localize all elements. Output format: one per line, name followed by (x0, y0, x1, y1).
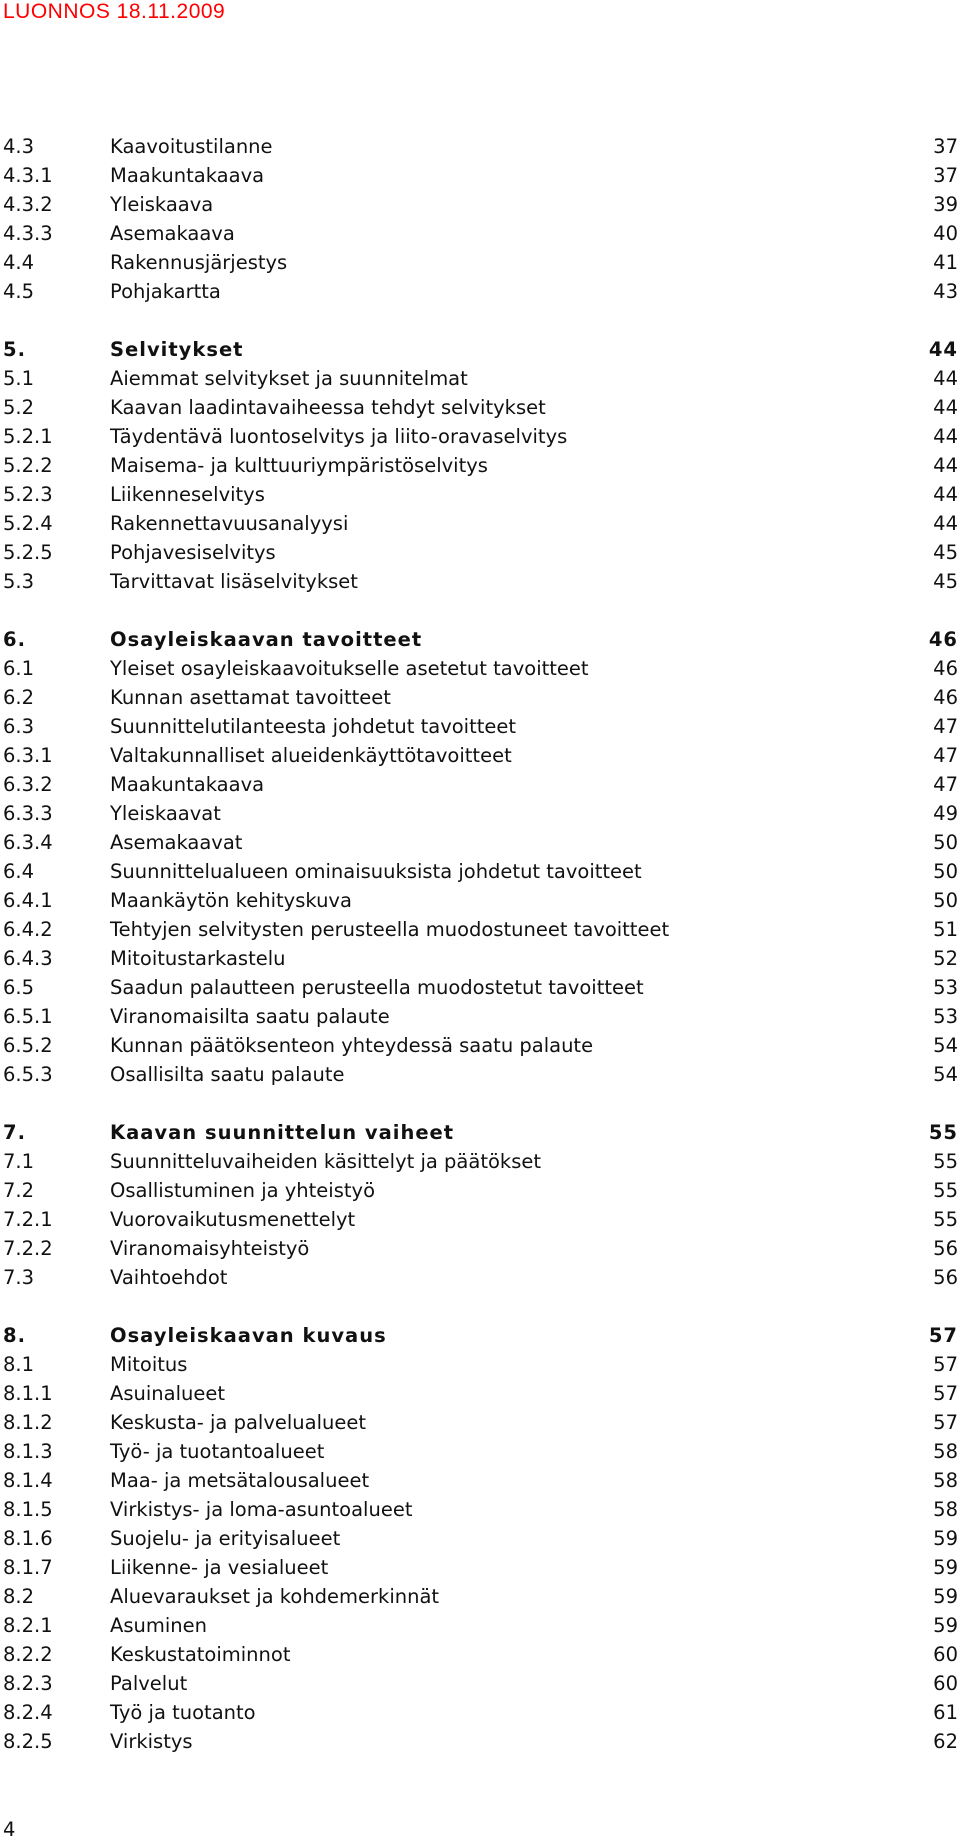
toc-row[interactable] (3, 393, 958, 422)
toc-page-number: 43 (933, 280, 958, 303)
toc-section-number: 8.1.7 (3, 1556, 53, 1579)
toc-row[interactable] (3, 538, 958, 567)
toc-row[interactable] (3, 1727, 958, 1756)
toc-row[interactable] (3, 1060, 958, 1089)
toc-section-title: Maa- ja metsätalousalueet (110, 1469, 370, 1492)
toc-row[interactable] (3, 886, 958, 915)
toc-row[interactable] (3, 1582, 958, 1611)
toc-section-title: Yleiskaavat (110, 802, 221, 825)
toc-page-number: 44 (928, 338, 958, 361)
toc-section-title: Saadun palautteen perusteella muodostetut tavoitteet (110, 976, 644, 999)
toc-section-number: 7.1 (3, 1150, 35, 1173)
toc-section-number: 6.4.3 (3, 947, 53, 970)
toc-page-number: 39 (933, 193, 958, 216)
toc-section-number: 8.1 (3, 1353, 35, 1376)
toc-section-number: 8.1.3 (3, 1440, 53, 1463)
toc-section-title: Kaavan suunnittelun vaiheet (110, 1121, 455, 1144)
toc-section-title: Maisema- ja kulttuuriympäristöselvitys (110, 454, 488, 477)
toc-page-number: 52 (933, 947, 958, 970)
toc-section-title: Asuinalueet (110, 1382, 226, 1405)
toc-row[interactable] (3, 654, 958, 683)
toc-page-number: 58 (933, 1440, 958, 1463)
toc-section-number: 7.2.2 (3, 1237, 53, 1260)
toc-section-number: 8.2.1 (3, 1614, 53, 1637)
toc-row[interactable] (3, 451, 958, 480)
toc-section-number: 6.3.1 (3, 744, 53, 767)
toc-section-title: Kaavan laadintavaiheessa tehdyt selvitykset (110, 396, 546, 419)
toc-page-number: 44 (933, 483, 958, 506)
toc-section-number: 5.2.5 (3, 541, 53, 564)
toc-row[interactable] (3, 828, 958, 857)
toc-section-number: 6.3 (3, 715, 35, 738)
toc-page-number: 55 (933, 1150, 958, 1173)
toc-section-title: Osallisilta saatu palaute (110, 1063, 345, 1086)
toc-section-title: Viranomaisyhteistyö (110, 1237, 310, 1260)
toc-section-title: Asuminen (110, 1614, 207, 1637)
toc-section-number: 8.1.1 (3, 1382, 53, 1405)
toc-page-number: 46 (933, 686, 958, 709)
toc-section-title: Suunnittelualueen ominaisuuksista johdetut tavoitteet (110, 860, 642, 883)
toc-row[interactable] (3, 1002, 958, 1031)
toc-page-number: 50 (933, 889, 958, 912)
toc-section-number: 6.1 (3, 657, 35, 680)
toc-row[interactable] (3, 1176, 958, 1205)
toc-page-number: 40 (933, 222, 958, 245)
toc-page-number: 44 (933, 425, 958, 448)
toc-section-number: 8.1.5 (3, 1498, 53, 1521)
toc-row[interactable] (3, 799, 958, 828)
toc-section-title: Osayleiskaavan kuvaus (110, 1324, 387, 1347)
toc-section-number: 4.3.2 (3, 193, 53, 216)
toc-row[interactable] (3, 944, 958, 973)
toc-section-title: Keskusta- ja palvelualueet (110, 1411, 367, 1434)
toc-page-number: 54 (933, 1063, 958, 1086)
toc-row[interactable] (3, 712, 958, 741)
toc-section-number: 8.1.2 (3, 1411, 53, 1434)
toc-section-title: Yleiset osayleiskaavoitukselle asetetut tavoitteet (110, 657, 589, 680)
toc-section-number: 8.2.3 (3, 1672, 53, 1695)
toc-section-number: 6.2 (3, 686, 35, 709)
toc-page-number: 41 (933, 251, 958, 274)
toc-page-number: 59 (933, 1556, 958, 1579)
toc-section-number: 6.5.1 (3, 1005, 53, 1028)
toc-section-title: Osallistuminen ja yhteistyö (110, 1179, 376, 1202)
toc-section-title: Pohjavesiselvitys (110, 541, 276, 564)
toc-section-number: 7.2 (3, 1179, 35, 1202)
toc-row[interactable] (3, 1031, 958, 1060)
toc-page-number: 53 (933, 976, 958, 999)
toc-page-number: 53 (933, 1005, 958, 1028)
toc-section-number: 6.4.2 (3, 918, 53, 941)
toc-page-number: 46 (933, 657, 958, 680)
toc-page-number: 58 (933, 1469, 958, 1492)
toc-section-title: Kunnan päätöksenteon yhteydessä saatu palaute (110, 1034, 594, 1057)
toc-section-number: 5.3 (3, 570, 35, 593)
toc-section-title: Maakuntakaava (110, 164, 265, 187)
toc-section-number: 6. (3, 628, 26, 651)
toc-section-number: 5.2.2 (3, 454, 53, 477)
toc-section-number: 7.2.1 (3, 1208, 53, 1231)
toc-section-number: 8.2.5 (3, 1730, 53, 1753)
toc-page-number: 45 (933, 541, 958, 564)
toc-page-number: 44 (933, 367, 958, 390)
toc-section-title: Viranomaisilta saatu palaute (110, 1005, 390, 1028)
toc-row[interactable] (3, 741, 958, 770)
toc-row[interactable] (3, 277, 958, 306)
toc-section-title: Virkistys- ja loma-asuntoalueet (110, 1498, 413, 1521)
toc-page-number: 44 (933, 512, 958, 535)
toc-page-number: 51 (933, 918, 958, 941)
toc-page-number: 55 (933, 1208, 958, 1231)
toc-row[interactable] (3, 1408, 958, 1437)
toc-row[interactable] (3, 422, 958, 451)
toc-section-title: Yleiskaava (110, 193, 214, 216)
toc-row[interactable] (3, 1698, 958, 1727)
toc-row[interactable] (3, 1466, 958, 1495)
toc-row[interactable] (3, 509, 958, 538)
toc-page-number: 45 (933, 570, 958, 593)
toc-page-number: 54 (933, 1034, 958, 1057)
toc-section-title: Selvitykset (110, 338, 244, 361)
toc-section-title: Vaihtoehdot (110, 1266, 228, 1289)
toc-section-title: Vuorovaikutusmenettelyt (110, 1208, 356, 1231)
toc-section-title: Mitoitustarkastelu (110, 947, 286, 970)
toc-row[interactable] (3, 190, 958, 219)
toc-section-title: Liikenneselvitys (110, 483, 265, 506)
toc-section-number: 7. (3, 1121, 26, 1144)
toc-page-number: 58 (933, 1498, 958, 1521)
toc-row[interactable] (3, 1524, 958, 1553)
toc-row[interactable] (3, 567, 958, 596)
table-of-contents (3, 132, 958, 1756)
toc-section-number: 4.5 (3, 280, 35, 303)
toc-section-number: 4.3.3 (3, 222, 53, 245)
toc-section-number: 8.1.4 (3, 1469, 53, 1492)
toc-section-title: Mitoitus (110, 1353, 188, 1376)
toc-page-number: 47 (933, 744, 958, 767)
toc-row[interactable] (3, 219, 958, 248)
toc-section-number: 8.2.2 (3, 1643, 53, 1666)
toc-row[interactable] (3, 857, 958, 886)
toc-page-number: 47 (933, 715, 958, 738)
toc-section-number: 6.5 (3, 976, 35, 999)
toc-page-number: 55 (928, 1121, 958, 1144)
toc-page-number: 59 (933, 1614, 958, 1637)
toc-row[interactable] (3, 1263, 958, 1292)
toc-row[interactable] (3, 1553, 958, 1582)
toc-section-number: 5.1 (3, 367, 35, 390)
toc-section-title: Virkistys (110, 1730, 193, 1753)
toc-row[interactable] (3, 1640, 958, 1669)
toc-page-number: 37 (933, 135, 958, 158)
toc-page-number: 44 (933, 454, 958, 477)
toc-section-number: 7.3 (3, 1266, 35, 1289)
toc-section-number: 6.3.2 (3, 773, 53, 796)
toc-section-number: 5.2 (3, 396, 35, 419)
toc-page-number: 57 (928, 1324, 958, 1347)
toc-row[interactable] (3, 683, 958, 712)
toc-row[interactable] (3, 1669, 958, 1698)
toc-row[interactable] (3, 770, 958, 799)
toc-row[interactable] (3, 973, 958, 1002)
toc-section-title: Rakennettavuusanalyysi (110, 512, 349, 535)
toc-row[interactable] (3, 1205, 958, 1234)
toc-page-number: 56 (933, 1266, 958, 1289)
toc-section-title: Tehtyjen selvitysten perusteella muodostuneet tavoitteet (110, 918, 670, 941)
toc-section-number: 5.2.3 (3, 483, 53, 506)
toc-section-number: 5.2.1 (3, 425, 53, 448)
toc-section-title: Aluevaraukset ja kohdemerkinnät (110, 1585, 440, 1608)
toc-page-number: 60 (933, 1672, 958, 1695)
toc-chapter-row[interactable] (3, 335, 958, 364)
toc-page-number: 57 (933, 1353, 958, 1376)
toc-page-number: 44 (933, 396, 958, 419)
toc-section-number: 6.5.2 (3, 1034, 53, 1057)
toc-row[interactable] (3, 132, 958, 161)
toc-section-title: Maakuntakaava (110, 773, 265, 796)
toc-row[interactable] (3, 1350, 958, 1379)
toc-row[interactable] (3, 1234, 958, 1263)
toc-page-number: 62 (933, 1730, 958, 1753)
toc-section-number: 4.3 (3, 135, 35, 158)
toc-row[interactable] (3, 480, 958, 509)
toc-section-number: 5. (3, 338, 26, 361)
toc-section-number: 5.2.4 (3, 512, 53, 535)
toc-row[interactable] (3, 1495, 958, 1524)
toc-page-number: 59 (933, 1527, 958, 1550)
toc-section-title: Palvelut (110, 1672, 188, 1695)
toc-section-number: 8.2 (3, 1585, 35, 1608)
toc-page-number: 57 (933, 1411, 958, 1434)
toc-row[interactable] (3, 1147, 958, 1176)
toc-row[interactable] (3, 364, 958, 393)
toc-page-number: 37 (933, 164, 958, 187)
draft-date-label: LUONNOS 18.11.2009 (3, 0, 226, 23)
toc-row[interactable] (3, 915, 958, 944)
toc-section-number: 8.1.6 (3, 1527, 53, 1550)
toc-section-title: Rakennusjärjestys (110, 251, 288, 274)
toc-section-title: Työ ja tuotanto (110, 1701, 256, 1724)
toc-page-number: 60 (933, 1643, 958, 1666)
toc-page-number: 50 (933, 860, 958, 883)
toc-section-title: Suojelu- ja erityisalueet (110, 1527, 341, 1550)
toc-page-number: 50 (933, 831, 958, 854)
toc-section-title: Pohjakartta (110, 280, 221, 303)
toc-section-title: Suunnitteluvaiheiden käsittelyt ja päätökset (110, 1150, 541, 1173)
toc-page-number: 47 (933, 773, 958, 796)
toc-section-title: Valtakunnalliset alueidenkäyttötavoitteet (110, 744, 512, 767)
toc-section-title: Kaavoitustilanne (110, 135, 273, 158)
toc-section-number: 6.4.1 (3, 889, 53, 912)
toc-section-number: 6.4 (3, 860, 35, 883)
toc-section-title: Kunnan asettamat tavoitteet (110, 686, 391, 709)
toc-section-number: 8.2.4 (3, 1701, 53, 1724)
toc-chapter-row[interactable] (3, 625, 958, 654)
toc-page-number: 46 (928, 628, 958, 651)
toc-section-title: Suunnittelutilanteesta johdetut tavoitteet (110, 715, 517, 738)
page-number: 4 (3, 1818, 16, 1841)
toc-row[interactable] (3, 161, 958, 190)
toc-page-number: 57 (933, 1382, 958, 1405)
toc-section-number: 6.3.3 (3, 802, 53, 825)
toc-row[interactable] (3, 1379, 958, 1408)
toc-section-title: Aiemmat selvitykset ja suunnitelmat (110, 367, 468, 390)
toc-section-title: Maankäytön kehityskuva (110, 889, 352, 912)
toc-row[interactable] (3, 1611, 958, 1640)
toc-page-number: 59 (933, 1585, 958, 1608)
toc-page-number: 61 (933, 1701, 958, 1724)
toc-row[interactable] (3, 1437, 958, 1466)
toc-page-number: 49 (933, 802, 958, 825)
toc-row[interactable] (3, 248, 958, 277)
toc-section-title: Työ- ja tuotantoalueet (110, 1440, 325, 1463)
toc-section-title: Osayleiskaavan tavoitteet (110, 628, 423, 651)
toc-section-title: Keskustatoiminnot (110, 1643, 291, 1666)
toc-section-number: 4.3.1 (3, 164, 53, 187)
toc-chapter-row[interactable] (3, 1321, 958, 1350)
toc-chapter-row[interactable] (3, 1118, 958, 1147)
toc-section-number: 4.4 (3, 251, 35, 274)
toc-section-title: Asemakaava (110, 222, 235, 245)
toc-section-title: Tarvittavat lisäselvitykset (110, 570, 358, 593)
toc-page-number: 55 (933, 1179, 958, 1202)
toc-page-number: 56 (933, 1237, 958, 1260)
toc-section-title: Asemakaavat (110, 831, 243, 854)
toc-section-title: Täydentävä luontoselvitys ja liito-oravaselvitys (110, 425, 568, 448)
toc-section-title: Liikenne- ja vesialueet (110, 1556, 329, 1579)
toc-section-number: 6.5.3 (3, 1063, 53, 1086)
toc-section-number: 8. (3, 1324, 26, 1347)
toc-section-number: 6.3.4 (3, 831, 53, 854)
